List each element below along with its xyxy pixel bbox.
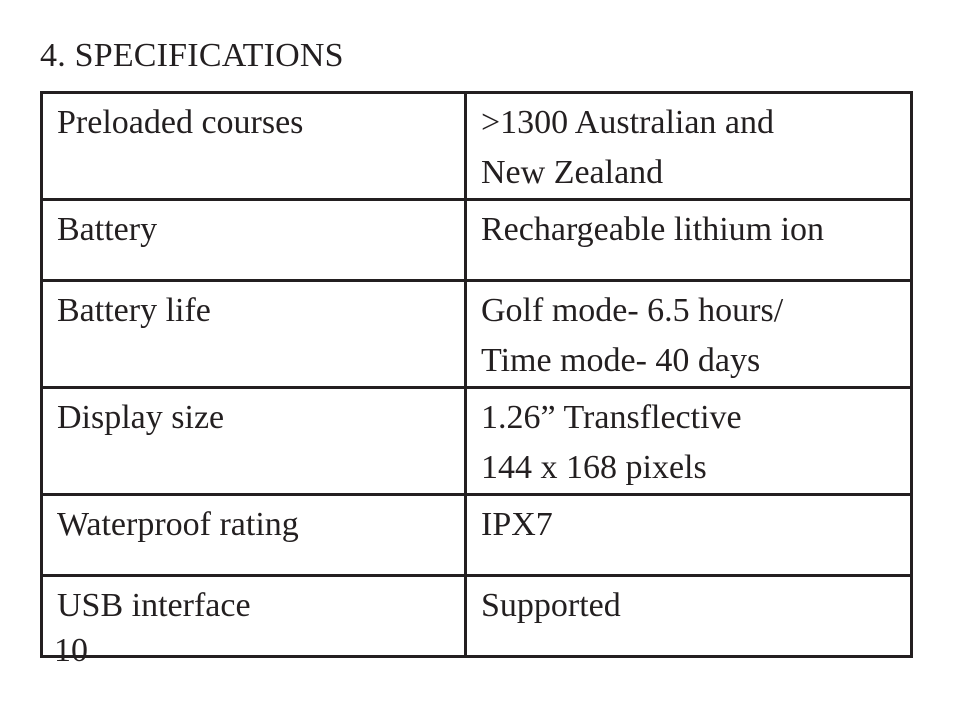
spec-row-display-size: [42, 388, 912, 495]
page-number: 10: [54, 632, 88, 669]
spec-value-line: Supported: [481, 587, 621, 624]
spec-label: Battery life: [42, 281, 466, 388]
specifications-table: [40, 91, 913, 658]
spec-value-line: 144 x 168 pixels: [481, 449, 707, 486]
spec-value: [466, 495, 912, 576]
spec-value: [466, 281, 912, 388]
spec-label: Preloaded courses: [42, 93, 466, 200]
spec-row-usb-interface: [42, 576, 912, 657]
spec-label: USB interface: [42, 576, 466, 657]
spec-label: Waterproof rating: [42, 495, 466, 576]
spec-value-line: New Zealand: [481, 154, 664, 191]
spec-value-line: Time mode- 40 days: [481, 342, 761, 379]
spec-value-line: 1.26” Transflective: [481, 399, 742, 436]
spec-label: Display size: [42, 388, 466, 495]
spec-row-battery-life: [42, 281, 912, 388]
spec-row-preloaded-courses: [42, 93, 912, 200]
spec-value-line: Rechargeable lithium ion: [481, 211, 825, 248]
spec-value: [466, 93, 912, 200]
spec-value: [466, 388, 912, 495]
spec-row-battery: [42, 200, 912, 281]
spec-value-line: IPX7: [481, 506, 553, 543]
section-title: 4. SPECIFICATIONS: [40, 37, 344, 74]
spec-label: Battery: [42, 200, 466, 281]
spec-value: [466, 200, 912, 281]
spec-value-line: >1300 Australian and: [481, 104, 775, 141]
spec-row-waterproof-rating: [42, 495, 912, 576]
spec-value: [466, 576, 912, 657]
spec-value-line: Golf mode- 6.5 hours/: [481, 292, 784, 329]
